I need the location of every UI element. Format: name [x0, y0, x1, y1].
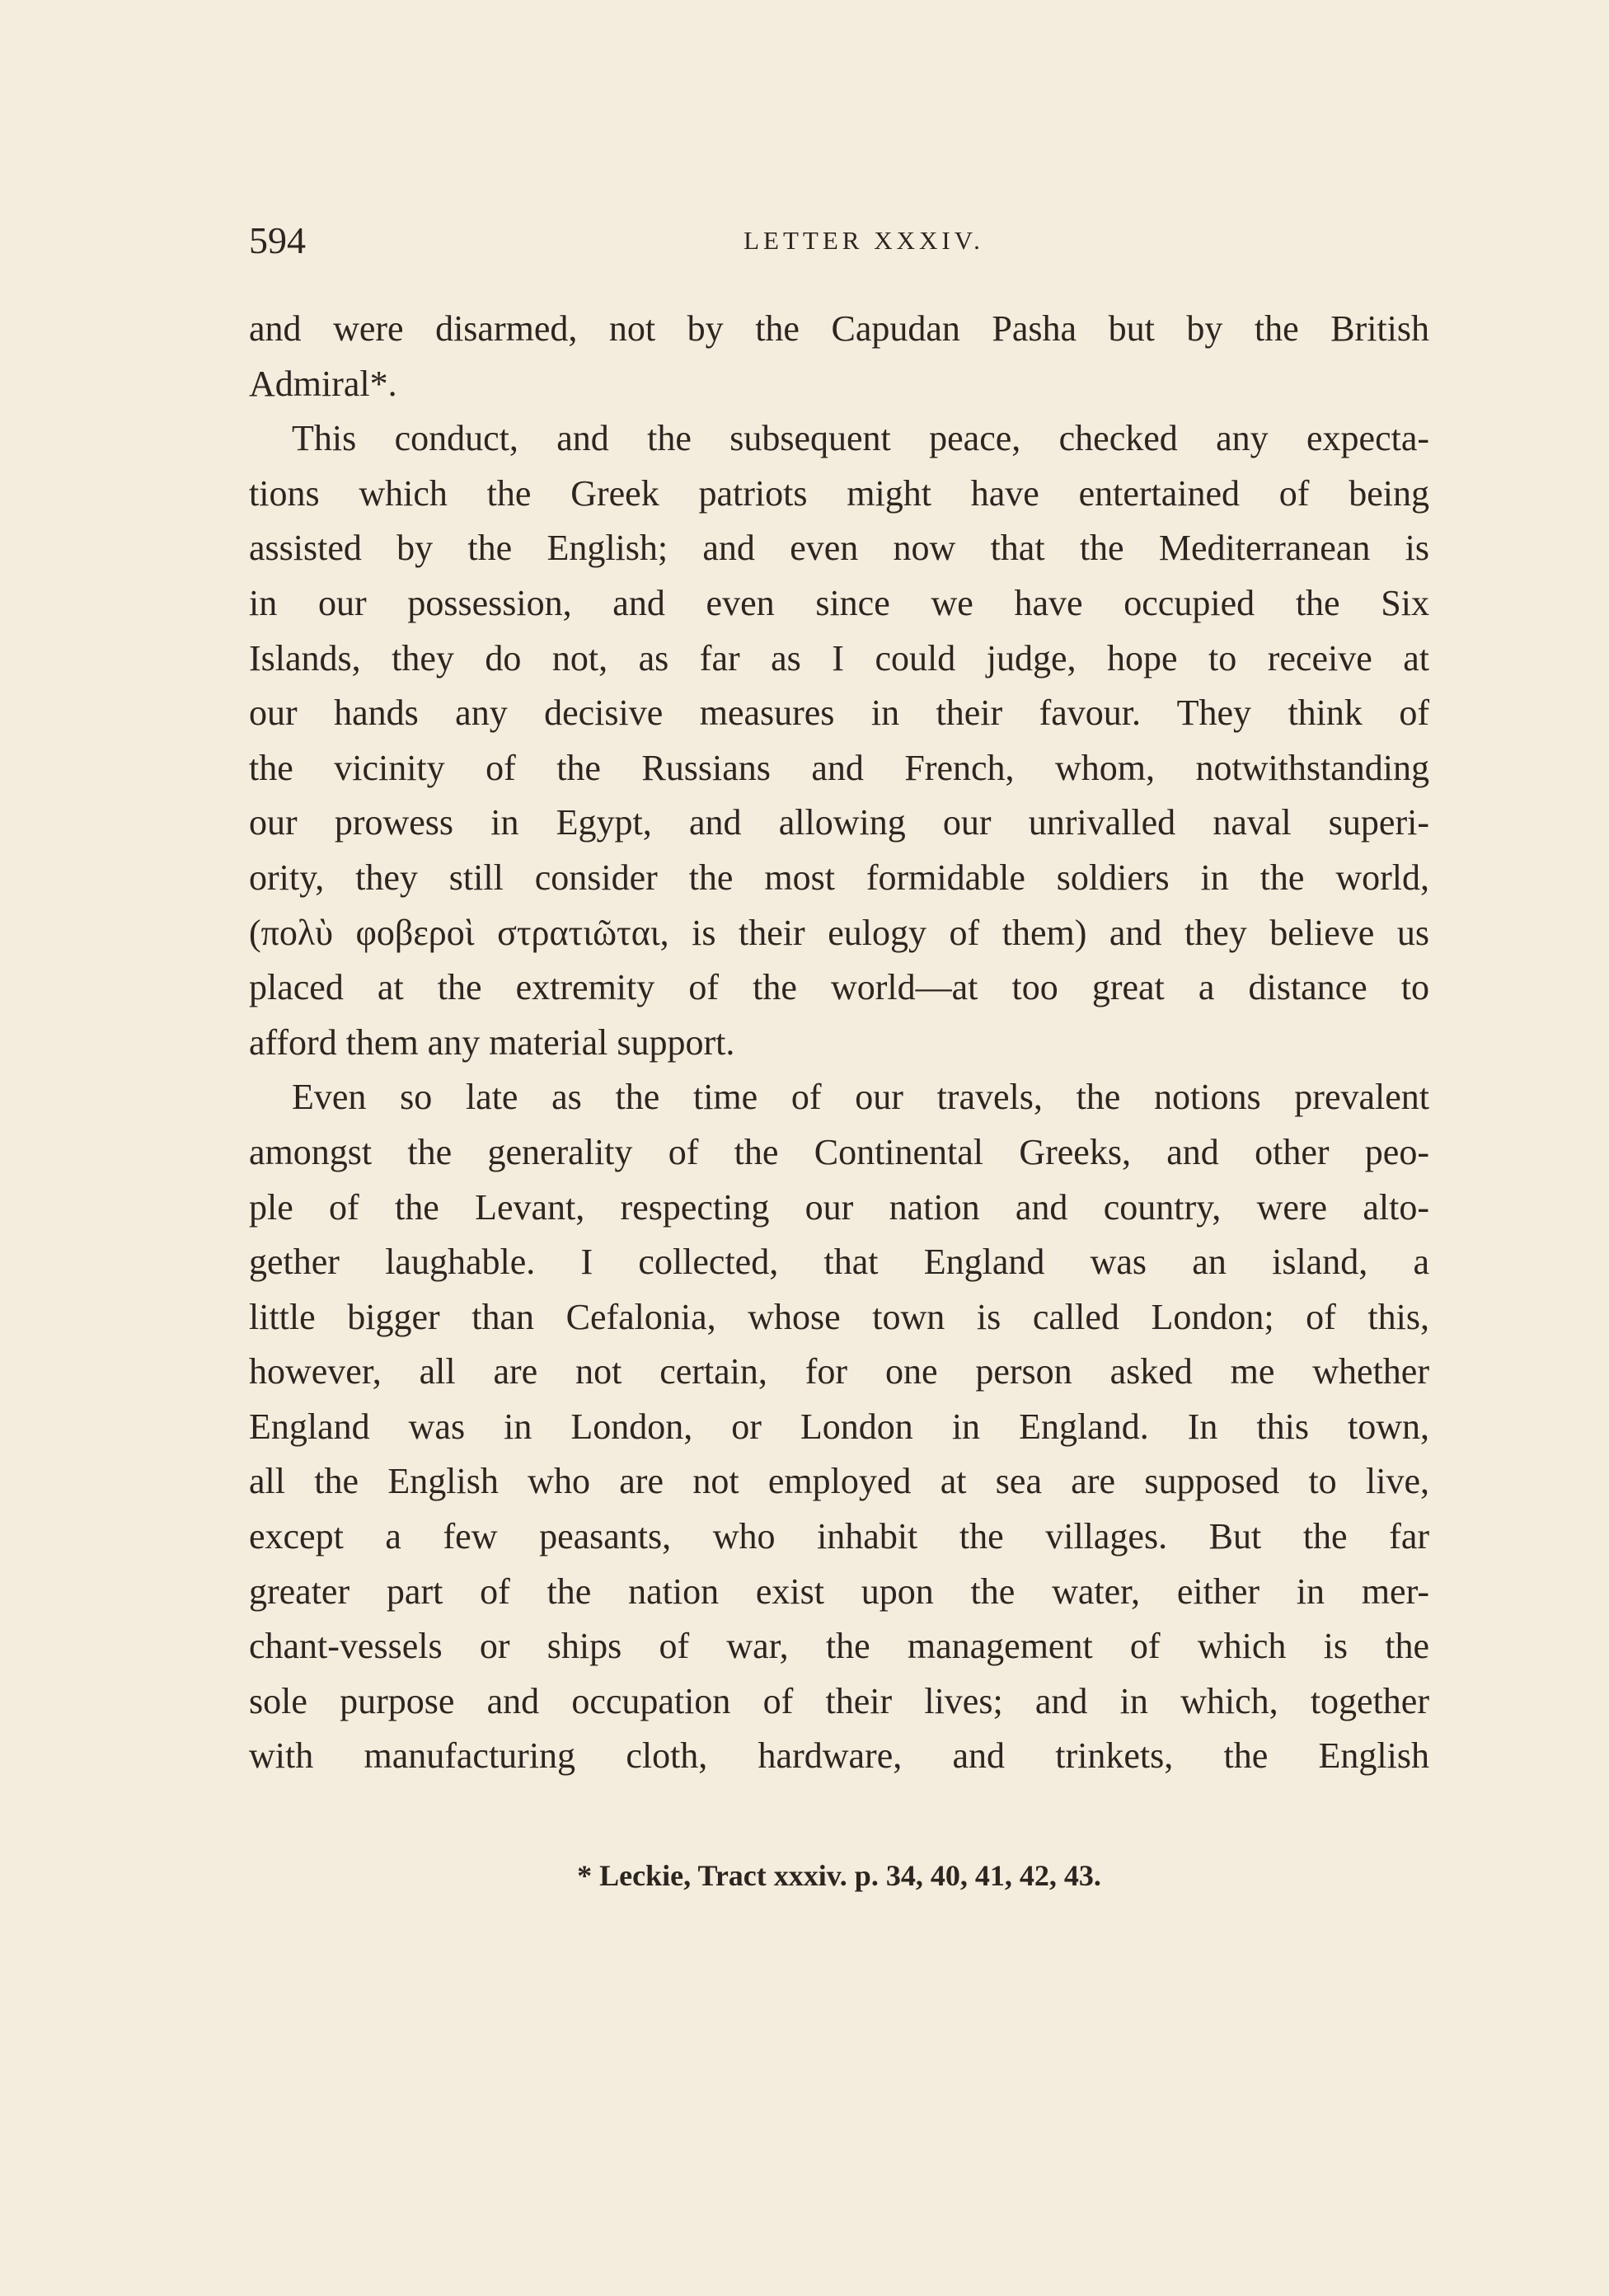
- text-line: greater part of the nation exist upon the water, either in mer-: [249, 1571, 1429, 1612]
- text-line: afford them any material support.: [249, 1021, 735, 1063]
- text-line: tions which the Greek patriots might have entertained of being: [249, 472, 1429, 514]
- footnote: * Leckie, Tract xxxiv. p. 34, 40, 41, 42, 43.: [577, 1859, 1101, 1892]
- page-header: [249, 216, 1429, 265]
- text-line: the vicinity of the Russians and French, whom, notwithstanding: [249, 747, 1429, 788]
- text-line: ple of the Levant, respecting our nation and country, were alto-: [249, 1186, 1429, 1228]
- text-line: Admiral*.: [249, 363, 397, 404]
- text-line: Even so late as the time of our travels, the notions prevalent: [292, 1077, 1429, 1118]
- body-text: [249, 302, 1429, 1784]
- text-line: all the English who are not employed at sea are supposed to live,: [249, 1461, 1429, 1502]
- text-line: placed at the extremity of the world—at too great a distance to: [249, 967, 1429, 1008]
- text-line: (πολὺ φοβεροὶ στρατιῶται, is their eulogy of them) and they believe us: [249, 912, 1429, 953]
- text-line: ority, they still consider the most formidable soldiers in the world,: [249, 857, 1429, 898]
- text-line: our hands any decisive measures in their favour. They think of: [249, 693, 1429, 734]
- text-line: little bigger than Cefalonia, whose town is called London; of this,: [249, 1296, 1429, 1337]
- text-line: with manufacturing cloth, hardware, and trinkets, the English: [249, 1735, 1429, 1777]
- text-line: and were disarmed, not by the Capudan Pasha but by the British: [249, 308, 1429, 349]
- text-line: amongst the generality of the Continental Greeks, and other peo-: [249, 1131, 1429, 1172]
- text-line: our prowess in Egypt, and allowing our unrivalled naval superi-: [249, 802, 1429, 843]
- text-line: Islands, they do not, as far as I could judge, hope to receive at: [249, 637, 1429, 678]
- running-head: LETTER XXXIV.: [744, 226, 984, 255]
- text-line: This conduct, and the subsequent peace, checked any expecta-: [292, 418, 1429, 459]
- text-line: sole purpose and occupation of their lives; and in which, together: [249, 1680, 1429, 1721]
- text-line: assisted by the English; and even now that the Mediterranean is: [249, 528, 1429, 569]
- page-number: 594: [249, 219, 306, 261]
- text-line: in our possession, and even since we have occupied the Six: [249, 582, 1429, 623]
- text-line: chant-vessels or ships of war, the management of which is the: [249, 1626, 1429, 1667]
- text-line: however, all are not certain, for one person asked me whether: [249, 1351, 1429, 1392]
- text-line: gether laughable. I collected, that England was an island, a: [249, 1242, 1429, 1283]
- text-line: England was in London, or London in England. In this town,: [249, 1406, 1429, 1447]
- text-line: except a few peasants, who inhabit the villages. But the far: [249, 1516, 1429, 1557]
